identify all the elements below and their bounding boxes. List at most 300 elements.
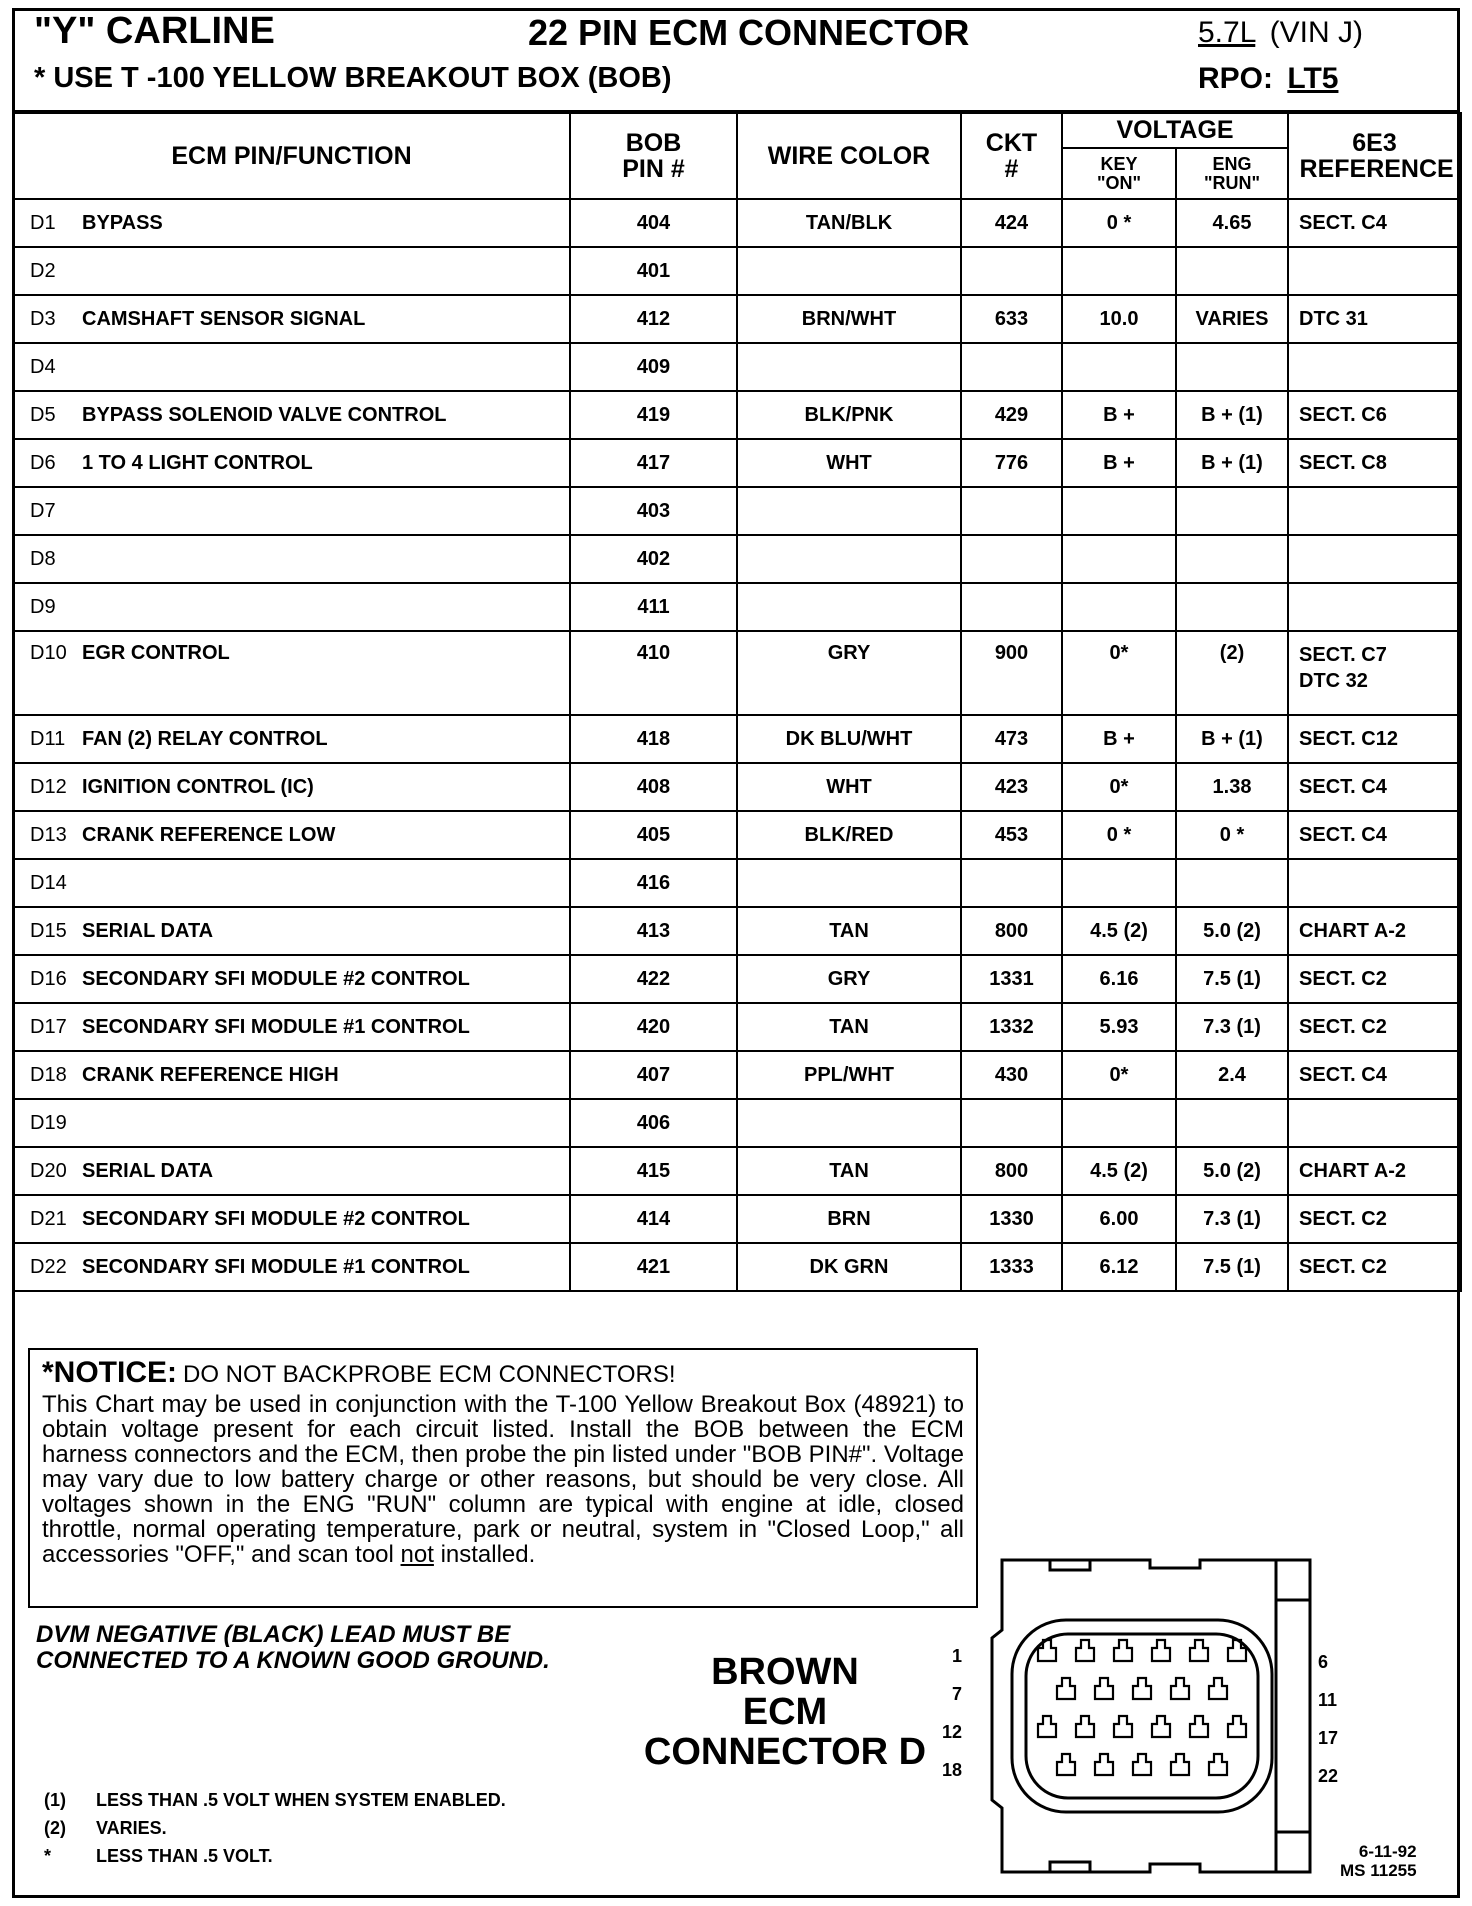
pin-function-cell (13, 295, 570, 343)
carline-title: "Y" CARLINE (34, 10, 275, 52)
ckt-cell: 1331 (961, 955, 1062, 1003)
document-id (1340, 1842, 1417, 1880)
pin-cavity (1152, 1640, 1170, 1661)
pin-id: D10 (30, 642, 67, 664)
pin-label-17: 17 (1318, 1728, 1339, 1748)
wire-color-cell: TAN/BLK (737, 199, 961, 247)
col-pin-function: ECM PIN/FUNCTION (13, 113, 570, 199)
key-on-cell: 0* (1062, 1051, 1176, 1099)
pin-cavity (1095, 1678, 1113, 1699)
footnote (44, 1786, 506, 1814)
pin-label-6: 6 (1318, 1652, 1329, 1672)
eng-run-cell: B + (1) (1176, 391, 1288, 439)
pin-function-cell (13, 1051, 570, 1099)
reference-cell (1288, 535, 1461, 583)
pin-cavity (1076, 1716, 1094, 1737)
pin-id: D19 (30, 1111, 67, 1134)
bob-pin-cell: 406 (570, 1099, 737, 1147)
table-row (13, 439, 1461, 487)
bob-pin-cell: 417 (570, 439, 737, 487)
footnote (44, 1842, 506, 1870)
reference-cell (1288, 1099, 1461, 1147)
reference-cell (1288, 1051, 1461, 1099)
pin-function-cell (13, 859, 570, 907)
eng-run-cell: B + (1) (1176, 439, 1288, 487)
notice-underlined-word: not (400, 1541, 434, 1568)
eng-run-cell: 5.0 (2) (1176, 1147, 1288, 1195)
engine-spec (1198, 16, 1363, 50)
ecm-pin-table (12, 112, 1462, 1292)
eng-run-cell: 1.38 (1176, 763, 1288, 811)
table-row (13, 859, 1461, 907)
notice-title: *NOTICE: (42, 1356, 177, 1389)
pin-function: BYPASS (82, 211, 163, 234)
ckt-cell: 1332 (961, 1003, 1062, 1051)
pin-cavity (1114, 1640, 1132, 1661)
bob-pin-cell: 402 (570, 535, 737, 583)
key-on-cell (1062, 535, 1176, 583)
pin-id: D21 (30, 1207, 67, 1230)
eng-run-cell: B + (1) (1176, 715, 1288, 763)
pin-id: D6 (30, 451, 56, 474)
table-row (13, 1147, 1461, 1195)
pin-id: D1 (30, 211, 56, 234)
pin-function: BYPASS SOLENOID VALVE CONTROL (82, 403, 447, 426)
wire-color-cell (737, 343, 961, 391)
reference-line: CHART A-2 (1299, 920, 1407, 942)
bob-pin-cell: 414 (570, 1195, 737, 1243)
reference-cell (1288, 907, 1461, 955)
ckt-cell: 1333 (961, 1243, 1062, 1291)
col-key-on: KEY "ON" (1062, 148, 1176, 199)
pin-function-cell (13, 247, 570, 295)
rpo-label: RPO: (1198, 62, 1273, 95)
bob-pin-cell: 419 (570, 391, 737, 439)
connector-label-line3: CONNECTOR D (643, 1731, 927, 1773)
key-on-cell: 4.5 (2) (1062, 907, 1176, 955)
wire-color-cell: GRY (737, 955, 961, 1003)
pin-function: SERIAL DATA (82, 919, 214, 942)
bob-pin-cell: 410 (570, 631, 737, 715)
reference-line: SECT. C2 (1299, 1256, 1387, 1278)
bob-pin-cell: 409 (570, 343, 737, 391)
dvm-instruction (36, 1622, 550, 1674)
reference-line: SECT. C2 (1299, 1016, 1387, 1038)
table-row (13, 487, 1461, 535)
key-on-cell: 6.00 (1062, 1195, 1176, 1243)
key-on-cell: B + (1062, 439, 1176, 487)
ckt-cell (961, 583, 1062, 631)
eng-run-cell (1176, 583, 1288, 631)
vin-code: (VIN J) (1269, 16, 1363, 49)
table-row (13, 247, 1461, 295)
pin-function-cell (13, 907, 570, 955)
key-on-cell: 0* (1062, 631, 1176, 715)
table-row (13, 1003, 1461, 1051)
pin-function-cell (13, 391, 570, 439)
pin-id: D4 (30, 355, 56, 378)
pin-function-cell (13, 199, 570, 247)
table-row (13, 763, 1461, 811)
bob-pin-cell: 420 (570, 1003, 737, 1051)
footnote-text: VARIES. (96, 1818, 167, 1838)
wire-color-cell (737, 535, 961, 583)
footnote-text: LESS THAN .5 VOLT. (96, 1846, 273, 1866)
pin-id: D8 (30, 547, 56, 570)
bob-note: * USE T -100 YELLOW BREAKOUT BOX (BOB) (34, 62, 672, 94)
connector-top-latch (1050, 1560, 1090, 1570)
connector-cavity (1026, 1634, 1258, 1798)
notice-body: This Chart may be used in conjunction with the T-100 Yellow Breakout Box (48921) to obtain voltage present for each circuit listed. Install the BOB between the ECM harness connectors and the ECM, then probe the pin listed under "BOB PIN#". Voltage may vary due to low battery charge or other reasons, but should be very close. All voltages shown in the ENG "RUN" column are typical with engine at idle, closed throttle, normal operating temperature, park or neutral, system in "Closed Loop," all accessories "OFF," and scan tool not installed. (42, 1391, 964, 1568)
wire-color-cell: GRY (737, 631, 961, 715)
pin-label-22: 22 (1318, 1766, 1339, 1786)
document-date: 6-11-92 (1358, 1842, 1417, 1861)
footnote-mark: * (44, 1846, 52, 1866)
reference-cell (1288, 859, 1461, 907)
pin-function-cell (13, 1099, 570, 1147)
table-row (13, 391, 1461, 439)
table-row (13, 343, 1461, 391)
reference-cell (1288, 1003, 1461, 1051)
ckt-cell: 423 (961, 763, 1062, 811)
pin-function: SECONDARY SFI MODULE #2 CONTROL (82, 967, 470, 990)
bob-pin-cell: 413 (570, 907, 737, 955)
engine-size: 5.7L (1198, 16, 1256, 49)
pin-function-cell (13, 1147, 570, 1195)
eng-run-cell (1176, 247, 1288, 295)
eng-run-cell (1176, 1099, 1288, 1147)
table-row (13, 955, 1461, 1003)
reference-cell (1288, 1243, 1461, 1291)
dvm-line-1: DVM NEGATIVE (BLACK) LEAD MUST BE (36, 1621, 511, 1648)
col-voltage: VOLTAGE (1062, 113, 1288, 148)
ckt-cell (961, 247, 1062, 295)
pin-id: D11 (30, 727, 66, 750)
table-row (13, 907, 1461, 955)
ckt-cell: 424 (961, 199, 1062, 247)
eng-run-cell: 7.3 (1) (1176, 1195, 1288, 1243)
table-row (13, 583, 1461, 631)
ckt-cell (961, 343, 1062, 391)
bob-pin-cell: 412 (570, 295, 737, 343)
wire-color-cell: TAN (737, 1003, 961, 1051)
col-wire-color: WIRE COLOR (737, 113, 961, 199)
footnote-text: LESS THAN .5 VOLT WHEN SYSTEM ENABLED. (96, 1790, 506, 1810)
pin-cavity (1228, 1716, 1246, 1737)
notice-warning: DO NOT BACKPROBE ECM CONNECTORS! (183, 1361, 676, 1388)
pin-function-cell (13, 1195, 570, 1243)
reference-cell (1288, 1147, 1461, 1195)
ckt-cell: 776 (961, 439, 1062, 487)
footnotes (44, 1786, 506, 1870)
reference-cell (1288, 247, 1461, 295)
pin-function: SECONDARY SFI MODULE #2 CONTROL (82, 1207, 470, 1230)
table-row (13, 535, 1461, 583)
pin-id: D2 (30, 259, 56, 282)
connector-side-rail (1276, 1560, 1310, 1872)
reference-cell (1288, 439, 1461, 487)
key-on-cell (1062, 487, 1176, 535)
pin-id: D20 (30, 1159, 67, 1182)
reference-line: SECT. C12 (1299, 728, 1398, 750)
rpo-value: LT5 (1287, 62, 1339, 95)
col-eng-run: ENG "RUN" (1176, 148, 1288, 199)
eng-run-cell: 7.3 (1) (1176, 1003, 1288, 1051)
table-row (13, 811, 1461, 859)
pin-cavity (1209, 1754, 1227, 1775)
pin-cavity (1133, 1754, 1151, 1775)
pin-function-cell (13, 763, 570, 811)
eng-run-cell: 2.4 (1176, 1051, 1288, 1099)
table-row (13, 1051, 1461, 1099)
wire-color-cell: BRN/WHT (737, 295, 961, 343)
eng-run-cell: (2) (1176, 631, 1288, 715)
table-row (13, 199, 1461, 247)
footnote-mark: (2) (44, 1818, 66, 1838)
pin-function-cell (13, 1243, 570, 1291)
eng-run-cell (1176, 535, 1288, 583)
ckt-cell: 900 (961, 631, 1062, 715)
pin-cavity (1095, 1754, 1113, 1775)
bob-pin-cell: 415 (570, 1147, 737, 1195)
reference-cell (1288, 487, 1461, 535)
ckt-cell: 473 (961, 715, 1062, 763)
reference-cell (1288, 199, 1461, 247)
pin-id: D18 (30, 1063, 67, 1086)
reference-line: SECT. C6 (1299, 404, 1387, 426)
pin-id: D17 (30, 1015, 67, 1038)
eng-run-cell (1176, 859, 1288, 907)
key-on-cell (1062, 343, 1176, 391)
pin-cavity (1171, 1754, 1189, 1775)
ckt-cell: 429 (961, 391, 1062, 439)
key-on-cell: 0 * (1062, 199, 1176, 247)
key-on-cell (1062, 247, 1176, 295)
ckt-cell (961, 535, 1062, 583)
key-on-cell: B + (1062, 715, 1176, 763)
bob-pin-cell: 403 (570, 487, 737, 535)
pin-function-cell (13, 1003, 570, 1051)
table-row (13, 1195, 1461, 1243)
reference-cell (1288, 1195, 1461, 1243)
pin-function: SERIAL DATA (82, 1159, 214, 1182)
pin-id: D15 (30, 919, 67, 942)
ckt-cell: 453 (961, 811, 1062, 859)
reference-line: SECT. C8 (1299, 452, 1387, 474)
bob-pin-cell: 421 (570, 1243, 737, 1291)
bob-pin-cell: 418 (570, 715, 737, 763)
ckt-cell: 800 (961, 1147, 1062, 1195)
table-row (13, 631, 1461, 715)
pin-cavity (1114, 1716, 1132, 1737)
pin-function-cell (13, 811, 570, 859)
key-on-cell: B + (1062, 391, 1176, 439)
pin-function-cell (13, 583, 570, 631)
pin-cavity (1152, 1716, 1170, 1737)
pin-id: D14 (30, 871, 67, 894)
eng-run-cell: 7.5 (1) (1176, 955, 1288, 1003)
pin-function-cell (13, 487, 570, 535)
pin-label-12: 12 (941, 1722, 962, 1742)
wire-color-cell (737, 1099, 961, 1147)
ckt-cell: 1330 (961, 1195, 1062, 1243)
pin-id: D3 (30, 307, 56, 330)
col-bob-pin: BOB PIN # (570, 113, 737, 199)
wire-color-cell (737, 487, 961, 535)
pin-function-cell (13, 535, 570, 583)
key-on-cell: 0 * (1062, 811, 1176, 859)
pin-function: CAMSHAFT SENSOR SIGNAL (82, 307, 366, 330)
pin-label-1: 1 (951, 1646, 962, 1666)
pin-id: D13 (30, 823, 67, 846)
col-reference: 6E3 REFERENCE (1288, 113, 1461, 199)
key-on-cell (1062, 1099, 1176, 1147)
col-ckt: CKT # (961, 113, 1062, 199)
bob-pin-cell: 404 (570, 199, 737, 247)
pin-function-cell (13, 439, 570, 487)
ckt-cell: 800 (961, 907, 1062, 955)
reference-line: SECT. C7 (1299, 644, 1387, 666)
pin-id: D16 (30, 967, 67, 990)
reference-cell (1288, 955, 1461, 1003)
reference-cell (1288, 391, 1461, 439)
reference-line-2: DTC 32 (1299, 670, 1368, 692)
ckt-cell (961, 487, 1062, 535)
wire-color-cell: TAN (737, 907, 961, 955)
key-on-cell: 5.93 (1062, 1003, 1176, 1051)
reference-cell (1288, 811, 1461, 859)
key-on-cell: 4.5 (2) (1062, 1147, 1176, 1195)
connector-diagram (940, 1538, 1350, 1894)
footnote (44, 1814, 506, 1842)
pin-id: D5 (30, 403, 56, 426)
wire-color-cell: DK GRN (737, 1243, 961, 1291)
reference-cell (1288, 295, 1461, 343)
connector-label-line1: BROWN (711, 1651, 859, 1693)
reference-line: SECT. C4 (1299, 824, 1387, 846)
pin-cavity (1209, 1678, 1227, 1699)
wire-color-cell: BLK/PNK (737, 391, 961, 439)
wire-color-cell: BLK/RED (737, 811, 961, 859)
pin-function-cell (13, 715, 570, 763)
reference-line: CHART A-2 (1299, 1160, 1407, 1182)
connector-bottom-latch (1050, 1862, 1090, 1872)
ckt-cell (961, 859, 1062, 907)
pin-function: 1 TO 4 LIGHT CONTROL (82, 451, 313, 474)
pin-function: IGNITION CONTROL (IC) (82, 775, 314, 798)
eng-run-cell: 5.0 (2) (1176, 907, 1288, 955)
reference-line: SECT. C2 (1299, 968, 1387, 990)
dvm-line-2: CONNECTED TO A KNOWN GOOD GROUND. (36, 1647, 550, 1674)
pin-function: SECONDARY SFI MODULE #1 CONTROL (82, 1015, 470, 1038)
bob-pin-cell: 408 (570, 763, 737, 811)
pin-function: SECONDARY SFI MODULE #1 CONTROL (82, 1255, 470, 1278)
wire-color-cell (737, 583, 961, 631)
pin-function: CRANK REFERENCE HIGH (82, 1063, 339, 1086)
connector-label-line2: ECM (742, 1691, 828, 1733)
wire-color-cell: TAN (737, 1147, 961, 1195)
reference-cell (1288, 583, 1461, 631)
reference-line: SECT. C4 (1299, 776, 1387, 798)
pin-id: D7 (30, 499, 56, 522)
pin-id: D9 (30, 595, 56, 618)
wire-color-cell: DK BLU/WHT (737, 715, 961, 763)
pin-id: D22 (30, 1255, 67, 1278)
pin-cavity (1057, 1678, 1075, 1699)
table-row (13, 1099, 1461, 1147)
wire-color-cell: BRN (737, 1195, 961, 1243)
footnote-mark: (1) (44, 1790, 66, 1810)
ckt-cell: 633 (961, 295, 1062, 343)
key-on-cell (1062, 583, 1176, 631)
bob-pin-cell: 422 (570, 955, 737, 1003)
pin-label-7: 7 (951, 1684, 962, 1704)
table-row (13, 295, 1461, 343)
pin-cavity (1190, 1716, 1208, 1737)
pin-id: D12 (30, 775, 67, 798)
pin-label-18: 18 (941, 1760, 962, 1780)
reference-line: SECT. C4 (1299, 1064, 1387, 1086)
key-on-cell: 6.16 (1062, 955, 1176, 1003)
reference-cell (1288, 715, 1461, 763)
table-row (13, 1243, 1461, 1291)
pin-cavity (1038, 1716, 1056, 1737)
key-on-cell: 10.0 (1062, 295, 1176, 343)
bob-pin-cell: 416 (570, 859, 737, 907)
document-number: MS 11255 (1340, 1861, 1417, 1880)
pin-function-cell (13, 955, 570, 1003)
eng-run-cell (1176, 343, 1288, 391)
key-on-cell: 0* (1062, 763, 1176, 811)
eng-run-cell (1176, 487, 1288, 535)
pin-function-cell (13, 631, 570, 715)
bob-pin-cell: 401 (570, 247, 737, 295)
eng-run-cell: VARIES (1176, 295, 1288, 343)
connector-title: 22 PIN ECM CONNECTOR (528, 12, 970, 53)
key-on-cell: 6.12 (1062, 1243, 1176, 1291)
reference-cell (1288, 763, 1461, 811)
ckt-cell (961, 1099, 1062, 1147)
pin-function-cell (13, 343, 570, 391)
key-on-cell (1062, 859, 1176, 907)
connector-outline (992, 1560, 1310, 1872)
table-row (13, 715, 1461, 763)
wire-color-cell: WHT (737, 763, 961, 811)
reference-cell (1288, 631, 1461, 715)
notice-box (28, 1348, 978, 1608)
eng-run-cell: 7.5 (1) (1176, 1243, 1288, 1291)
pin-cavity (1133, 1678, 1151, 1699)
eng-run-cell: 0 * (1176, 811, 1288, 859)
bob-pin-cell: 411 (570, 583, 737, 631)
pin-cavity (1076, 1640, 1094, 1661)
pin-cavity (1057, 1754, 1075, 1775)
wire-color-cell (737, 859, 961, 907)
wire-color-cell: PPL/WHT (737, 1051, 961, 1099)
ckt-cell: 430 (961, 1051, 1062, 1099)
pin-cavity (1171, 1678, 1189, 1699)
pin-function: FAN (2) RELAY CONTROL (82, 727, 328, 750)
pin-function: CRANK REFERENCE LOW (82, 823, 336, 846)
eng-run-cell: 4.65 (1176, 199, 1288, 247)
wire-color-cell: WHT (737, 439, 961, 487)
wire-color-cell (737, 247, 961, 295)
bob-pin-cell: 407 (570, 1051, 737, 1099)
reference-cell (1288, 343, 1461, 391)
pin-function: EGR CONTROL (82, 642, 230, 664)
connector-label (630, 1652, 940, 1772)
bob-pin-cell: 405 (570, 811, 737, 859)
